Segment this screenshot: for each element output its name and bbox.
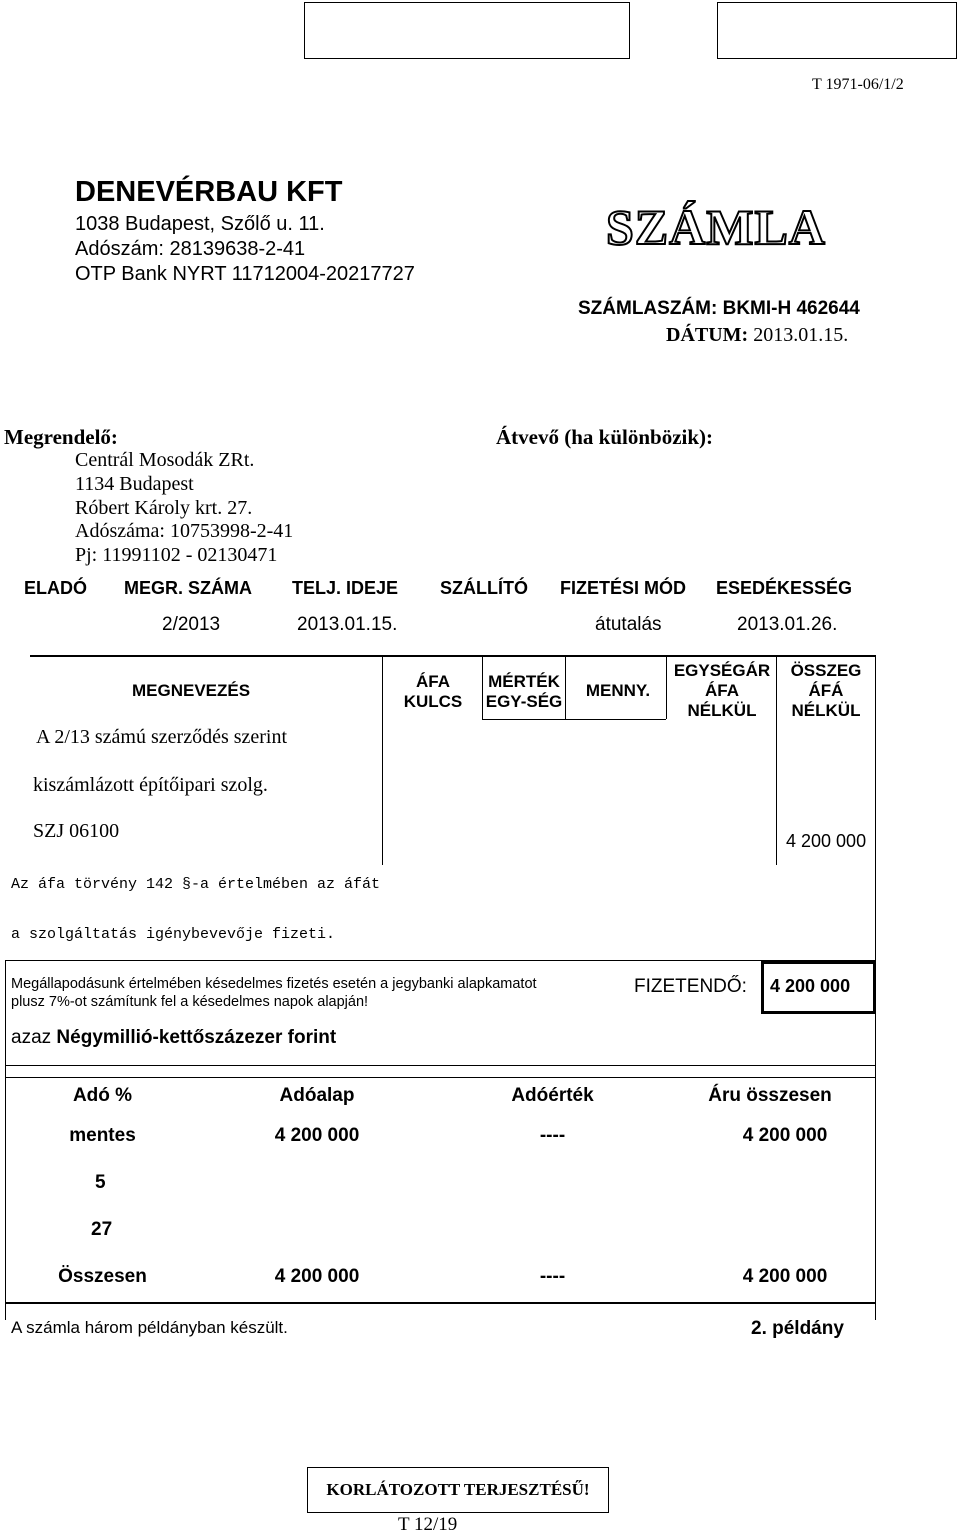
late-payment-left-line [5,960,6,1320]
invoice-date-label: DÁTUM: [666,324,749,346]
col-unit-header [482,672,566,712]
value-order-no: 2/2013 [162,614,221,635]
item-line-2: kiszámlázott építőipari szolg. [33,774,268,796]
invoice-date-value: 2013.01.15. [753,324,849,346]
payable-label: FIZETENDŐ: [634,976,747,997]
col-total-header [776,661,876,721]
note-line-1: Az áfa törvény 142 §-a értelmében az áfát [11,876,381,893]
col-vat-rate-header [392,672,474,712]
note-line-2: a szolgáltatás igénybevevője fizeti. [11,926,336,943]
buyer-name: Centrál Mosodák ZRt. [75,449,255,471]
summary-header-line [5,1077,876,1078]
summary-row-1-total: 4 200 000 [742,1125,828,1146]
amount-in-words [11,1027,336,1049]
buyer-tax-id: Adószáma: 10753998-2-41 [75,520,294,542]
item-total: 4 200 000 [786,831,867,851]
seller-bank: OTP Bank NYRT 11712004-20217727 [75,263,415,285]
item-line-3: SZJ 06100 [33,820,120,842]
summary-bottom-line [5,1302,876,1304]
top-empty-box-left [304,2,630,59]
invoice-number [578,298,860,320]
restricted-label: KORLÁTOZOTT TERJESZTÉSŰ! [326,1480,590,1499]
summary-header-vat: Adó % [72,1085,133,1106]
col-unit-line2: EGY-SÉG [485,692,563,711]
item-line-1: A 2/13 számú szerződés szerint [36,726,288,748]
item-table-header-line [482,719,666,720]
copy-number: 2. példány [751,1318,844,1339]
invoice-number-value: BKMI-H 462644 [722,298,860,319]
late-payment-top-line [5,960,876,961]
item-table-top-line [30,655,876,657]
amount-in-words-value: Négymillió-kettőszázezer forint [56,1027,337,1048]
seller-address: 1038 Budapest, Szőlő u. 11. [75,213,325,235]
col-vat-rate-line2: KULCS [403,692,463,711]
invoice-number-label: SZÁMLASZÁM: [578,298,718,319]
summary-row-2-vat: 5 [95,1172,106,1193]
invoice-title: SZÁMLA [606,199,826,255]
seller-name: DENEVÉRBAU KFT [75,176,343,208]
col-total-line3: NÉLKÜL [791,701,861,720]
copies-note: A számla három példányban készült. [11,1318,288,1337]
col-unit-price-line2: ÁFA [705,681,739,700]
doc-code: T 1971-06/1/2 [812,76,904,93]
amount-in-words-prefix: azaz [11,1027,52,1048]
summary-header-base: Adóalap [279,1085,355,1106]
summary-row-1-vat: mentes [69,1125,136,1146]
summary-row-1-base: 4 200 000 [274,1125,360,1146]
col-qty-header: MENNY. [585,681,651,700]
header-delivery: TELJ. IDEJE [292,578,399,598]
header-order-no: MEGR. SZÁMA [124,578,252,598]
invoice-date [666,324,848,347]
summary-header-tax: Adóérték [511,1085,594,1106]
page-number: T 12/19 [398,1514,458,1535]
top-empty-box-right [717,2,957,59]
buyer-street: Róbert Károly krt. 27. [75,497,253,519]
summary-top-line [5,1065,876,1066]
value-delivery: 2013.01.15. [297,614,398,635]
buyer-label: Megrendelő: [4,425,118,449]
late-payment-line-1: Megállapodásunk értelmében késedelmes fizetés esetén a jegybanki alapkamatot [11,976,537,992]
late-payment-line-2: plusz 7%-ot számítunk fel a késedelmes napok alapján! [11,994,369,1010]
payable-amount: 4 200 000 [770,976,851,996]
col-name-header: MEGNEVEZÉS [132,681,251,700]
value-payment: átutalás [595,614,662,635]
receiver-label: Átvevő (ha különbözik): [496,425,714,449]
summary-row-4-tax: ---- [539,1266,566,1287]
header-seller: ELADÓ [24,578,87,598]
col-unit-line1: MÉRTÉK [488,672,560,691]
summary-row-4-vat: Összesen [58,1266,147,1287]
buyer-city: 1134 Budapest [75,473,194,495]
header-due: ESEDÉKESSÉG [716,578,853,598]
buyer-account: Pj: 11991102 - 02130471 [75,544,278,566]
col-total-line2: ÁFÁ [808,681,844,700]
item-table-divider-1 [382,655,383,865]
col-total-line1: ÖSSZEG [790,661,862,680]
col-unit-price-line3: NÉLKÜL [687,701,757,720]
col-unit-price-header [666,661,778,721]
summary-header-total: Áru összesen [708,1085,832,1106]
header-supplier: SZÁLLÍTÓ [440,578,528,598]
seller-tax-id: Adószám: 28139638-2-41 [75,238,306,260]
header-payment: FIZETÉSI MÓD [560,578,686,598]
summary-row-1-tax: ---- [539,1125,566,1146]
col-unit-price-line1: EGYSÉGÁR [673,661,771,680]
summary-row-4-total: 4 200 000 [742,1266,828,1287]
summary-row-3-vat: 27 [91,1219,113,1240]
col-vat-rate-line1: ÁFA [416,672,450,691]
summary-row-4-base: 4 200 000 [274,1266,360,1287]
value-due: 2013.01.26. [737,614,838,635]
